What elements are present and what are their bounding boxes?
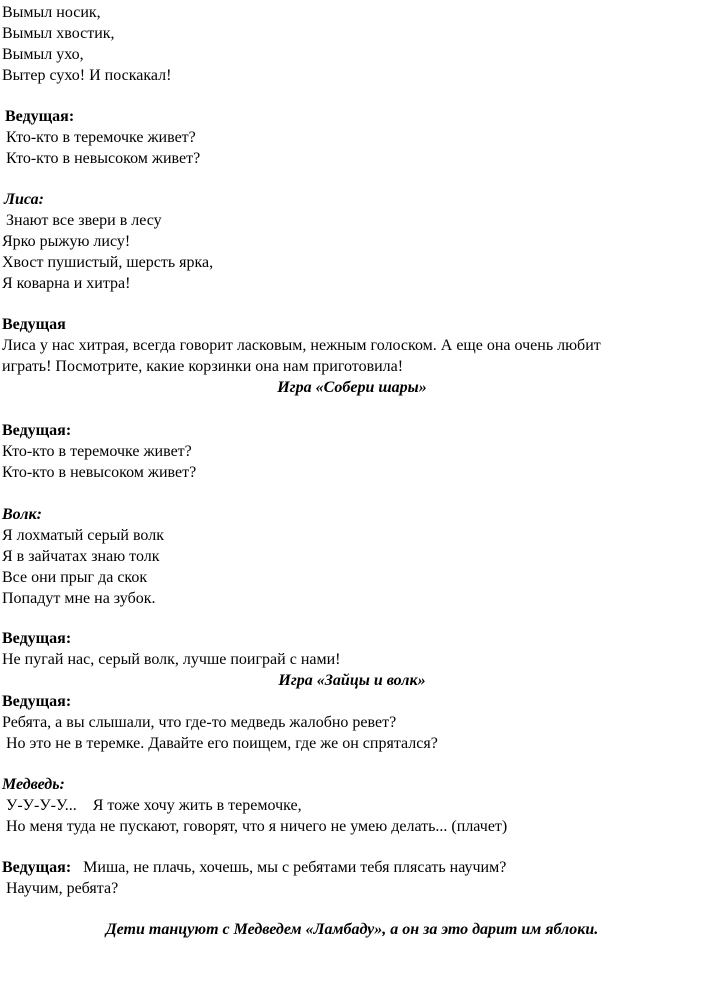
intro-line: Вытер сухо! И поскакал!: [2, 67, 172, 84]
dialogue-line: Кто-кто в невысоком живет?: [2, 150, 201, 167]
dialogue-line: Но меня туда не пускают, говорят, что я ничего не умею делать... (плачет): [2, 818, 508, 835]
poem-line: Знают все звери в лесу: [2, 212, 162, 229]
speaker-label: Лиса:: [4, 191, 44, 208]
dialogue-line-with-speaker: [2, 858, 506, 878]
dialogue-line: Кто-кто в теремочке живет?: [2, 129, 196, 146]
poem-line: Я в зайчатах знаю толк: [2, 548, 160, 565]
dialogue-line: Но это не в теремке. Давайте его поищем, где же он спрятался?: [2, 735, 438, 752]
speaker-label: Ведущая: [2, 316, 66, 333]
game-title: Игра «Собери шары»: [277, 379, 427, 396]
poem-line: Я лохматый серый волк: [2, 527, 164, 544]
dialogue-line: Не пугай нас, серый волк, лучше поиграй с нами!: [2, 651, 341, 668]
dialogue-line: Ребята, а вы слышали, что где-то медведь жалобно ревет?: [2, 714, 397, 731]
speaker-label: Волк:: [2, 506, 42, 523]
dialogue-line: Кто-кто в теремочке живет?: [2, 443, 192, 460]
poem-line: Попадут мне на зубок.: [2, 590, 156, 607]
speaker-label: Медведь:: [2, 776, 65, 793]
dialogue-line: Лиса у нас хитрая, всегда говорит ласковым, нежным голоском. А еще она очень любит: [2, 337, 601, 354]
poem-line: Все они прыг да скок: [2, 569, 148, 586]
poem-line: Я коварна и хитра!: [2, 275, 131, 292]
speaker-label: Ведущая:: [2, 630, 72, 647]
game-title: Игра «Зайцы и волк»: [278, 672, 426, 689]
dialogue-line: играть! Посмотрите, какие корзинки она нам приготовила!: [2, 358, 404, 375]
poem-line: Ярко рыжую лису!: [2, 233, 131, 250]
poem-line: Хвост пушистый, шерсть ярка,: [2, 254, 214, 271]
intro-line: Вымыл ухо,: [2, 46, 84, 63]
speaker-label: Ведущая:: [2, 422, 72, 439]
speaker-label: Ведущая:: [5, 108, 75, 125]
finale-stage-direction: Дети танцуют с Медведем «Ламбаду», а он за это дарит им яблоки.: [105, 921, 599, 938]
intro-line: Вымыл хвостик,: [2, 25, 115, 42]
intro-line: Вымыл носик,: [2, 4, 101, 21]
speaker-label: Ведущая:: [2, 693, 72, 710]
dialogue-line: Кто-кто в невысоком живет?: [2, 464, 197, 481]
dialogue-text: Миша, не плачь, хочешь, мы с ребятами тебя плясать научим?: [71, 859, 507, 876]
dialogue-line: У-У-У-У... Я тоже хочу жить в теремочке,: [2, 797, 302, 814]
speaker-label: Ведущая:: [2, 859, 72, 876]
dialogue-line: Научим, ребята?: [2, 880, 119, 897]
